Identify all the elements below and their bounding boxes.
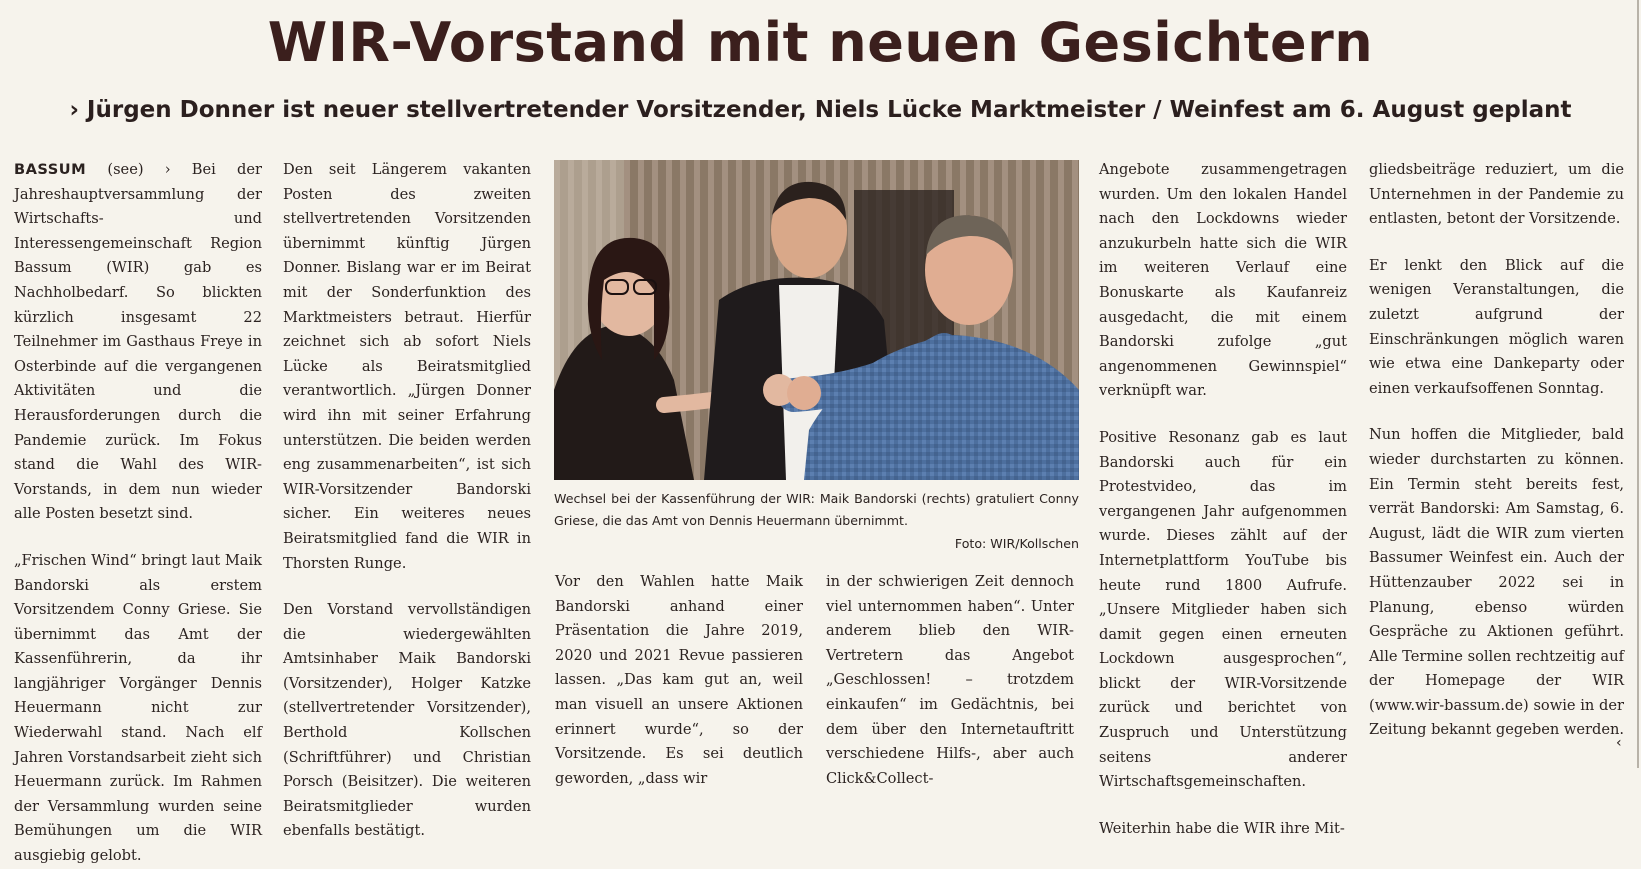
headline: WIR-Vorstand mit neuen Gesichtern: [267, 11, 1374, 74]
paragraph: Er lenkt den Blick auf die wenigen Veranstaltungen, die zuletzt aufgrund der Einschränkungen möglich waren wie etwa eine Dankeparty oder einen verkaufsoffenen Sonntag.: [1369, 256, 1624, 397]
end-mark: ‹: [1616, 735, 1622, 751]
paragraph: „Frischen Wind“ bringt laut Maik Bandorski als erstem Vorsitzendem Conny Griese. Sie übernimmt das Amt der Kassenführerin, da ihr langjähriger Vorgänger Dennis Heuermann nicht zur Wiederwahl stand. Nach elf Jahren Vorstandsarbeit zieht sich Heuermann zurück. Im Rahmen der Versammlung wurden seine Bemühungen um die WIR ausgiebig gelobt.: [14, 551, 262, 865]
photo-credit: Foto: WIR/Kollschen: [954, 536, 1079, 551]
paragraph: Positive Resonanz gab es laut Bandorski auch für ein Protestvideo, das im vergangenen Jahr aufgenommen wurde. Dieses zählt auf der Internetplattform YouTube bis heute rund 1800 Aufrufe. „Unsere Mitglieder haben sich damit gegen einen erneuten Lockdown ausgesprochen“, blickt der WIR-Vorsitzende zurück und berichtet von Zuspruch und Unterstützung seitens anderer Wirtschaftsgemeinschaften.: [1099, 428, 1347, 791]
paragraph: Angebote zusammengetragen wurden. Um den lokalen Handel nach den Lockdowns wieder anzukurbeln hatte sich die WIR im weiteren Verlauf eine Bonuskarte als Kaufanreiz ausgedacht, die mit einem Bandorski zufolge „gut angenommenen Gewinnspiel“ verknüpft war.: [1099, 161, 1347, 400]
column-3b: [826, 570, 1074, 791]
paragraph: BASSUM (see) › Bei der Jahreshauptversammlung der Wirtschafts- und Interessengemeinschaft Region Bassum (WIR) gab es Nachholbedarf. So blickten kürzlich insgesamt 22 Teilnehmer im Gasthaus Freye in Osterbinde auf die vergangenen Aktivitäten und die Herausforderungen durch die Pandemie zurück. Im Fokus stand die Wahl des WIR-Vorstands, in dem nun wieder alle Posten besetzt sind.: [14, 161, 262, 523]
paragraph: Den Vorstand vervollständigen die wiedergewählten Amtsinhaber Maik Bandorski (Vorsitzender), Holger Katzke (stellvertretender Vorsitzender), Berthold Kollschen (Schriftführer) und Christian Porsch (Beisitzer). Die weiteren Beiratsmitglieder wurden ebenfalls bestätigt.: [283, 601, 531, 840]
paragraph: in der schwierigen Zeit dennoch viel unternommen haben“. Unter anderem blieb den WIR-Vertretern das Angebot „Geschlossen! – trotzdem einkaufen“ im Gedächtnis, bei dem über den Internetauftritt verschiedene Hilfs-, aber auch Click&Collect-: [826, 573, 1074, 787]
subheadline: › Jürgen Donner ist neuer stellvertretender Vorsitzender, Niels Lücke Marktmeister / Weinfest am 6. August geplant: [69, 97, 1572, 123]
article-photo: [554, 160, 1079, 480]
page-edge: [1637, 0, 1639, 768]
paragraph: Weiterhin habe die WIR ihre Mit-: [1099, 819, 1345, 837]
paragraph: Den seit Längerem vakanten Posten des zweiten stellvertretenden Vorsitzenden übernimmt künftig Jürgen Donner. Bislang war er im Beirat mit der Sonderfunktion des Marktmeisters betraut. Hierfür zeichnet sich ab sofort Niels Lücke als Beiratsmitglied verantwortlich. „Jürgen Donner wird ihn mit seiner Erfahrung unterstützen. Die beiden werden eng zusammenarbeiten“, ist sich WIR-Vorsitzender Bandorski sicher. Ein weiteres neues Beiratsmitglied fand die WIR in Thorsten Runge.: [283, 161, 531, 572]
photo-caption: Wechsel bei der Kassenführung der WIR: Maik Bandorski (rechts) gratuliert Conny Griese, die das Amt von Dennis Heuermann übernimmt.: [554, 491, 1079, 528]
paragraph: Vor den Wahlen hatte Maik Bandorski anhand einer Präsentation die Jahre 2019, 2020 und 2021 Revue passieren lassen. „Das kam gut an, weil man visuell an unsere Aktionen erinnert wurde“, so der Vorsitzende. Es sei deutlich geworden, „dass wir: [555, 573, 803, 787]
photo-illustration: [554, 160, 1079, 480]
paragraph: Nun hoffen die Mitglieder, bald wieder durchstarten zu können. Ein Termin steht bereits fest, verrät Bandorski: Am Samstag, 6. August, lädt die WIR zum vierten Bassumer Weinfest ein. Auch der Hüttenzauber 2022 sei in Planung, ebenso würden Gespräche zu Aktionen geführt. Alle Termine sollen rechtzeitig auf der Homepage der WIR (www.wir-bassum.de) sowie in der Zeitung bekannt gegeben werden.: [1369, 426, 1625, 739]
column-4: [1099, 158, 1347, 841]
column-5: [1369, 158, 1624, 743]
column-3a: [555, 570, 803, 791]
dateline: BASSUM: [14, 161, 87, 178]
paragraph: gliedsbeiträge reduziert, um die Unternehmen in der Pandemie zu entlasten, betont der Vorsitzende.: [1369, 161, 1624, 228]
column-1: [14, 158, 262, 869]
column-2: [283, 158, 531, 844]
